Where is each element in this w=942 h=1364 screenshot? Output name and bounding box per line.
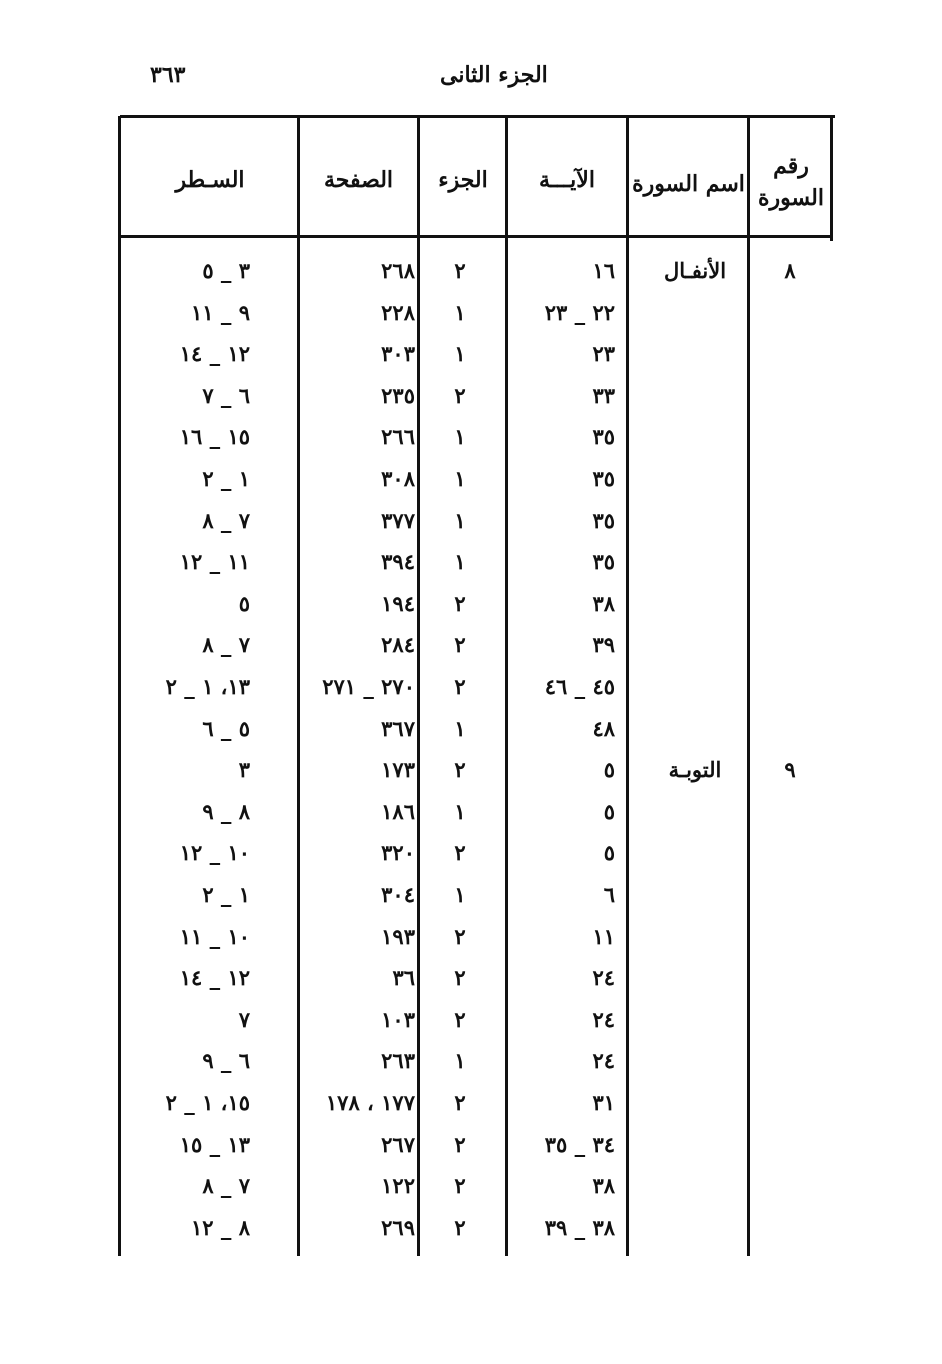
part-cell: ١: [454, 798, 466, 824]
line-cell: ١٠ _ ١٢: [179, 840, 250, 866]
page-cell: ٣٩٤: [381, 549, 415, 575]
part-cell: ١: [454, 424, 466, 450]
part-cell: ٢: [454, 590, 466, 616]
surah-name-cell: التوبـة: [668, 757, 722, 783]
part-cell: ١: [454, 715, 466, 741]
table-row: [0, 882, 942, 922]
line-cell: ٦ _ ٧: [202, 382, 250, 408]
header-surah-number: رقم السورة: [758, 153, 824, 211]
table-row: [0, 300, 942, 340]
table-row: [0, 840, 942, 880]
line-cell: ٨ _ ٩: [202, 798, 250, 824]
line-cell: ١٥، ١ _ ٢: [165, 1090, 250, 1115]
ayah-cell: ٣٨: [592, 1173, 615, 1199]
ayah-cell: ٣٥: [592, 549, 615, 575]
line-cell: ١ _ ٢: [202, 466, 250, 491]
part-cell: ١: [454, 466, 466, 491]
table-row: [0, 549, 942, 589]
part-cell: ٢: [454, 757, 466, 783]
line-cell: ٧ _ ٨: [202, 507, 250, 533]
page-cell: ٢٢٨: [381, 299, 415, 325]
part-cell: ٢: [454, 382, 466, 408]
page-cell: ٢٨٤: [381, 632, 415, 658]
table-row: [0, 1007, 942, 1047]
table-row: [0, 341, 942, 381]
table-row: [0, 508, 942, 548]
ayah-cell: ٢٢ _ ٢٣: [544, 299, 615, 325]
page-cell: ٢٣٥: [381, 382, 415, 408]
line-cell: ٨ _ ١٢: [191, 1214, 250, 1240]
ayah-cell: ٥: [603, 798, 615, 824]
page-cell: ١٢٢: [381, 1173, 415, 1199]
page-cell: ١٨٦: [381, 798, 415, 824]
ayah-cell: ٦: [603, 882, 615, 907]
part-cell: ٢: [454, 1006, 466, 1032]
line-cell: ٦ _ ٩: [202, 1048, 250, 1074]
ayah-cell: ٢٤: [592, 965, 615, 991]
part-cell: ١: [454, 507, 466, 533]
table-row: [0, 716, 942, 756]
table-row: [0, 674, 942, 714]
part-cell: ٢: [454, 965, 466, 991]
ayah-cell: ٥: [603, 840, 615, 866]
page-cell: ١٠٣: [381, 1006, 415, 1032]
part-cell: ٢: [454, 674, 466, 699]
table-row: [0, 1132, 942, 1172]
page-cell: ٣٧٧: [381, 507, 415, 533]
part-cell: ١: [454, 882, 466, 907]
part-cell: ٢: [454, 1214, 466, 1240]
table-row: [0, 1048, 942, 1088]
surah-number-cell: ٨: [784, 258, 796, 283]
ayah-cell: ٣٩: [592, 632, 615, 658]
page-cell: ٣٠٣: [381, 341, 415, 367]
line-cell: ١٢ _ ١٤: [179, 965, 250, 991]
line-cell: ٧: [238, 1006, 250, 1032]
line-cell: ١ _ ٢: [202, 882, 250, 907]
ayah-cell: ٢٤: [592, 1048, 615, 1074]
page-cell: ٣٠٤: [381, 882, 415, 907]
header-page: الصفحة: [323, 167, 394, 193]
page-cell: ٣٦: [392, 965, 415, 991]
page-number: ٣٦٣: [150, 62, 186, 88]
ayah-cell: ٤٥ _ ٤٦: [544, 674, 615, 699]
table-row: [0, 924, 942, 964]
running-title: الجزء الثانى: [440, 62, 548, 88]
page-cell: ٣٦٧: [381, 715, 415, 741]
page-cell: ٢٦٣: [381, 1048, 415, 1074]
table-row: [0, 965, 942, 1005]
table-right-border: [830, 116, 833, 241]
line-cell: ١٣، ١ _ ٢: [165, 674, 250, 699]
ayah-cell: ٣٥: [592, 507, 615, 533]
table-row: [0, 1173, 942, 1213]
table-header-divider: [120, 235, 832, 238]
ayah-cell: ٣١: [592, 1090, 615, 1115]
table-row: [0, 1090, 942, 1130]
ayah-cell: ٣٨: [592, 590, 615, 616]
line-cell: ٩ _ ١١: [191, 299, 250, 325]
part-cell: ١: [454, 549, 466, 575]
part-cell: ١: [454, 341, 466, 367]
ayah-cell: ٣٥: [592, 466, 615, 491]
ayah-cell: ٣٨ _ ٣٩: [544, 1214, 615, 1240]
table-row: [0, 632, 942, 672]
surah-name-cell: الأنفـال: [663, 258, 727, 283]
ayah-cell: ١١: [592, 923, 615, 949]
part-cell: ١: [454, 1048, 466, 1074]
header-part: الجزء: [438, 167, 488, 193]
page-cell: ٢٦٧: [381, 1131, 415, 1157]
table-row: [0, 799, 942, 839]
line-cell: ١٥ _ ١٦: [179, 424, 250, 450]
ayah-cell: ٣٤ _ ٣٥: [544, 1131, 615, 1157]
page-cell: ١٧٧ ، ١٧٨: [325, 1090, 415, 1115]
part-cell: ٢: [454, 1173, 466, 1199]
line-cell: ١١ _ ١٢: [179, 549, 250, 575]
table-row: [0, 424, 942, 464]
line-cell: ٣ _ ٥: [202, 258, 250, 283]
line-cell: ١٠ _ ١١: [179, 923, 250, 949]
ayah-cell: ٢٣: [592, 341, 615, 367]
line-cell: ٥: [238, 590, 250, 616]
part-cell: ٢: [454, 1131, 466, 1157]
line-cell: ٧ _ ٨: [202, 632, 250, 658]
ayah-cell: ٢٤: [592, 1006, 615, 1032]
header-ayah: الآيـــة: [539, 167, 595, 193]
line-cell: ٥ _ ٦: [202, 715, 250, 741]
page-cell: ١٩٤: [381, 590, 415, 616]
ayah-cell: ٤٨: [592, 715, 615, 741]
ayah-cell: ٣٥: [592, 424, 615, 450]
table-top-border: [120, 115, 835, 118]
page-cell: ٣٢٠: [381, 840, 415, 866]
page-cell: ٢٦٨: [381, 258, 415, 283]
part-cell: ٢: [454, 632, 466, 658]
table-row: [0, 258, 942, 298]
part-cell: ٢: [454, 840, 466, 866]
line-cell: ١٢ _ ١٤: [179, 341, 250, 367]
page-cell: ١٩٣: [381, 923, 415, 949]
ayah-cell: ١٦: [592, 258, 615, 283]
line-cell: ٧ _ ٨: [202, 1173, 250, 1199]
table-row: [0, 383, 942, 423]
line-cell: ١٣ _ ١٥: [179, 1131, 250, 1157]
table-row: [0, 591, 942, 631]
page-cell: ١٧٣: [381, 757, 415, 783]
table-row: [0, 1215, 942, 1255]
page-cell: ٢٧٠ _ ٢٧١: [322, 674, 415, 699]
ayah-cell: ٣٣: [592, 382, 615, 408]
table-row: [0, 466, 942, 506]
part-cell: ٢: [454, 258, 466, 283]
header-line: السـطر: [175, 167, 245, 193]
part-cell: ٢: [454, 923, 466, 949]
page-cell: ٢٦٦: [381, 424, 415, 450]
part-cell: ٢: [454, 1090, 466, 1115]
page-cell: ٣٠٨: [381, 466, 415, 491]
ayah-cell: ٥: [603, 757, 615, 783]
header-surah-name: اسم السورة: [632, 171, 745, 197]
surah-number-cell: ٩: [784, 757, 796, 783]
part-cell: ١: [454, 299, 466, 325]
table-row: [0, 757, 942, 797]
line-cell: ٣: [238, 757, 250, 783]
page-cell: ٢٦٩: [381, 1214, 415, 1240]
